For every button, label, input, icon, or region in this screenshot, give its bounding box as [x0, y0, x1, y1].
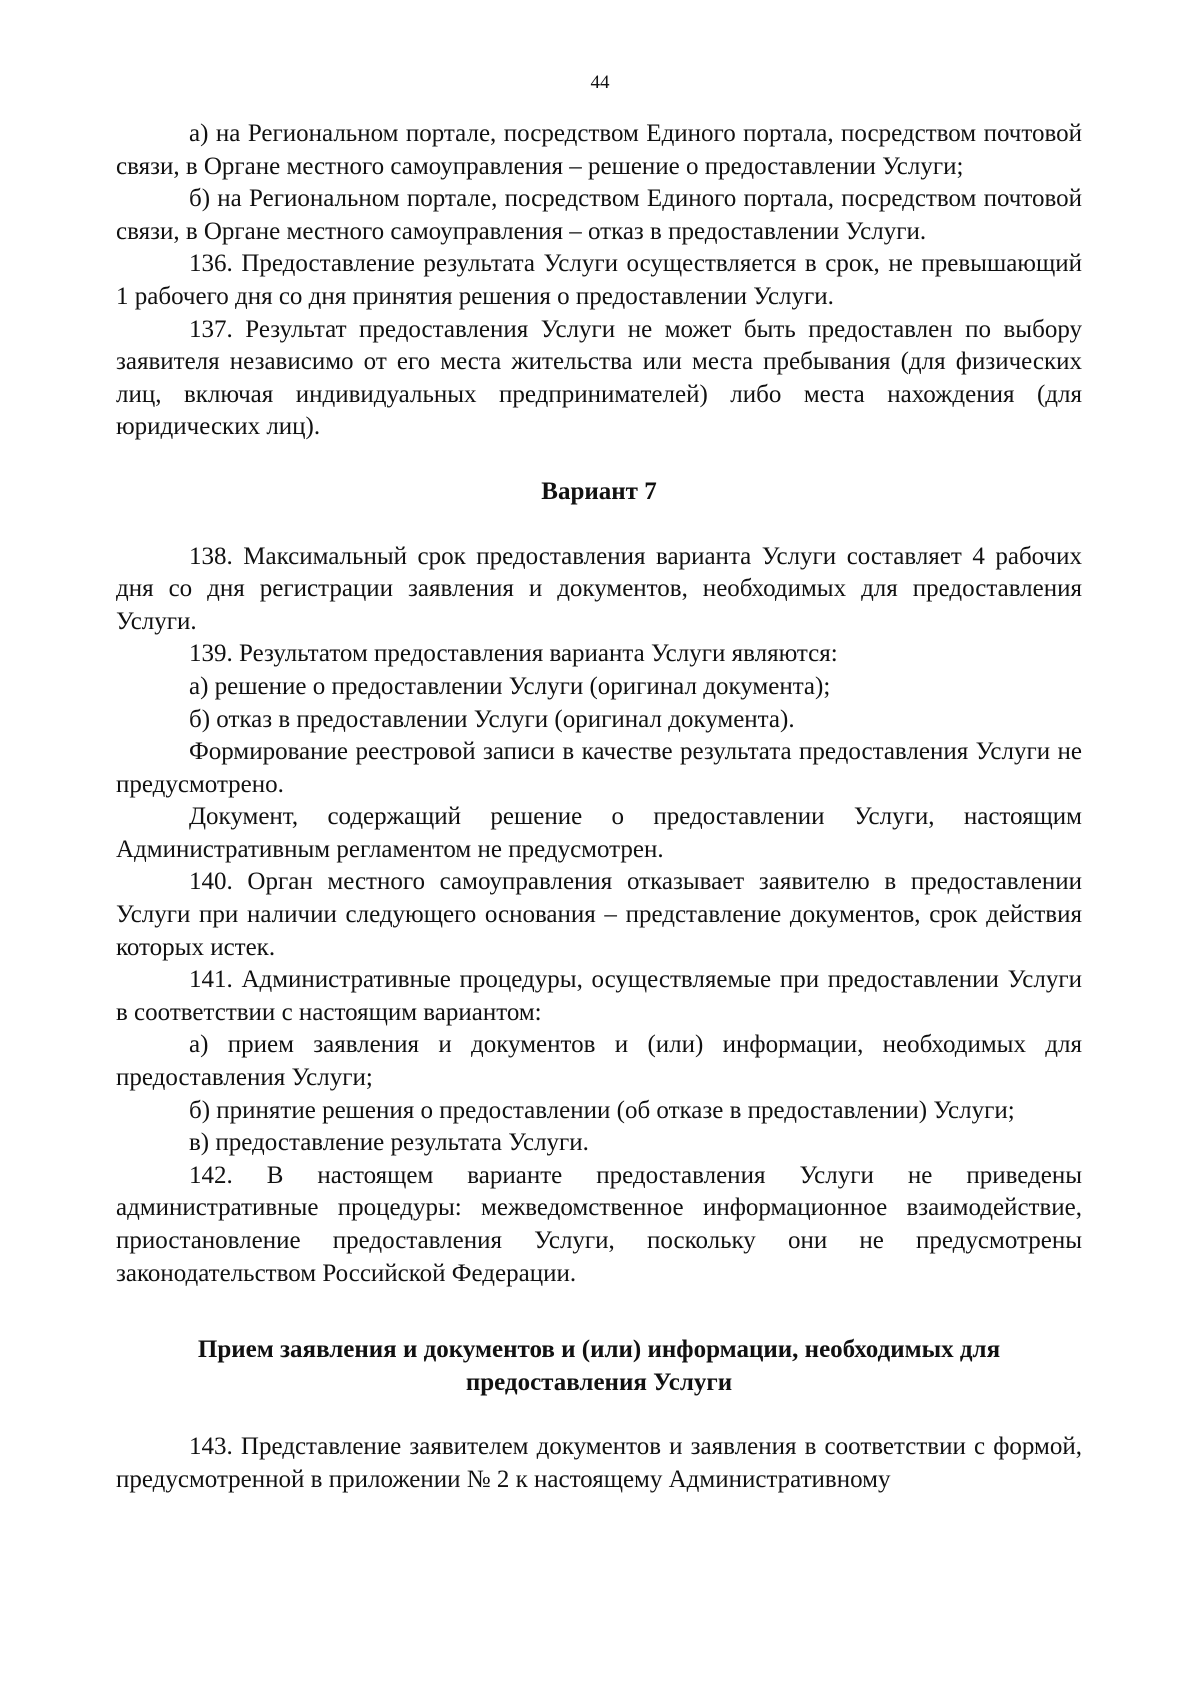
paragraph-141-item-b: б) принятие решения о предоставлении (об отказе в предоставлении) Услуги;	[189, 1096, 1015, 1124]
paragraph-registry-record: Формирование реестровой записи в качестве результата предоставления Услуги не предусмотрено.	[116, 738, 1082, 798]
paragraph-143: 143. Представление заявителем документов и заявления в соответствии с формой, предусмотренной в приложении № 2 к настоящему Административному	[116, 1433, 1082, 1493]
paragraph-137: 137. Результат предоставления Услуги не может быть предоставлен по выбору заявителя независимо от его места жительства или места пребывания (для физических лиц, включая индивидуальных предпринимателей) либо места нахождения (для юридических лиц).	[116, 315, 1082, 441]
paragraph-138: 138. Максимальный срок предоставления варианта Услуги составляет 4 рабочих дня со дня регистрации заявления и документов, необходимых для предоставления Услуги.	[116, 542, 1082, 635]
paragraph-139-item-a: а) решение о предоставлении Услуги (оригинал документа);	[189, 672, 831, 700]
paragraph-decision-document: Документ, содержащий решение о предоставлении Услуги, настоящим Административным регламентом не предусмотрен.	[116, 803, 1082, 863]
heading-section-reception	[116, 1334, 1082, 1399]
paragraph-140: 140. Орган местного самоуправления отказывает заявителю в предоставлении Услуги при наличии следующего основания – представление документов, срок действия которых истек.	[116, 868, 1082, 961]
document-body	[116, 118, 1082, 1497]
paragraph-141-item-c: в) предоставление результата Услуги.	[189, 1129, 589, 1157]
heading-variant-7: Вариант 7	[541, 477, 657, 505]
paragraph-139-item-b: б) отказ в предоставлении Услуги (оригинал документа).	[189, 705, 795, 733]
page-number: 44	[590, 72, 610, 93]
paragraph-item-b-refusal: б) на Региональном портале, посредством Единого портала, посредством почтовой связи, в Органе местного самоуправления – отказ в предоставлении Услуги.	[116, 185, 1082, 245]
paragraph-141: 141. Административные процедуры, осуществляемые при предоставлении Услуги в соответствии с настоящим вариантом:	[116, 966, 1082, 1026]
paragraph-142: 142. В настоящем варианте предоставления Услуги не приведены административные процедуры: межведомственное информационное взаимодействие, приостановление предоставления Услуги, поскольку они не предусмотрены законодательством Российской Федерации.	[116, 1161, 1082, 1287]
paragraph-141-item-a: а) прием заявления и документов и (или) информации, необходимых для предоставления Услуги;	[116, 1031, 1082, 1092]
paragraph-item-a-decision: а) на Региональном портале, посредством Единого портала, посредством почтовой связи, в Органе местного самоуправления – решение о предоставлении Услуги;	[116, 120, 1082, 180]
paragraph-136: 136. Предоставление результата Услуги осуществляется в срок, не превышающий 1 рабочего дня со дня принятия решения о предоставлении Услуги.	[116, 250, 1082, 310]
heading-section-line-2: предоставления Услуги	[465, 1368, 733, 1396]
paragraph-139: 139. Результатом предоставления варианта Услуги являются:	[189, 640, 838, 668]
heading-section-line-1: Прием заявления и документов и (или) информации, необходимых для	[197, 1336, 1001, 1364]
